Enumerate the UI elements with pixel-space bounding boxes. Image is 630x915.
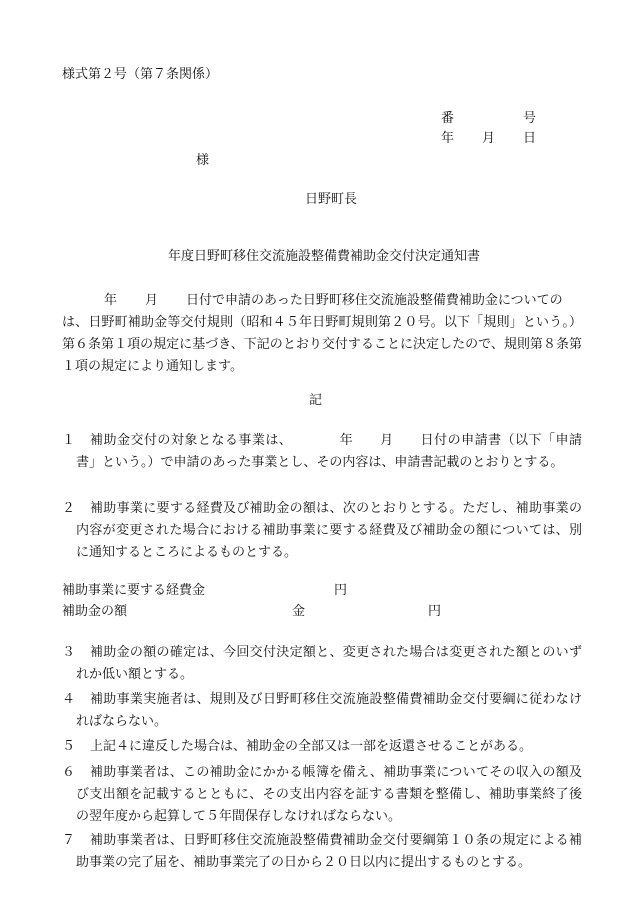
item-text: 補助金の額の確定は、今回交付決定額と、変更された場合は変更された額とのいずれか低い額とする。 (76, 645, 582, 682)
form-number: 様式第２号（第７条関係） (62, 67, 219, 82)
item-text: 上記４に違反した場合は、補助金の全部又は一部を返還させることがある。 (90, 739, 533, 754)
intro-year: 年 (104, 293, 118, 308)
item-number: ７ (62, 833, 76, 848)
intro-paragraph (62, 290, 582, 378)
grant-unit: 円 (428, 604, 442, 619)
item-text: 補助金交付の対象となる事業は、 年 月 日付の申請書（以下「申請書」という。）で申請のあった事業とし、その内容は、申請書記載のとおりとする。 (76, 433, 582, 470)
item-number: ２ (62, 501, 76, 516)
item-number: ６ (62, 765, 76, 780)
list-item-5 (62, 736, 582, 758)
doc-number-suffix: 号 (523, 111, 537, 126)
item-text: 補助事業実施者は、規則及び日野町移住交流施設整備費補助金交付要綱に従わなければならない。 (76, 692, 582, 729)
list-item-3 (62, 642, 582, 686)
intro-body: は、日野町補助金等交付規則（昭和４５年日野町規則第２０号。以下「規則」という。）第６条第１項の規定に基づき、下記のとおり交付することに決定したので、規則第８条第１項の規定により通知します。 (62, 315, 582, 374)
list-item-2 (62, 498, 582, 564)
date-day: 日 (523, 131, 537, 146)
item-number: ４ (62, 692, 76, 707)
item-number: １ (62, 433, 76, 448)
intro-line1: 日付で申請のあった日野町移住交流施設整備費補助金についての (186, 293, 563, 308)
ki-heading: 記 (309, 393, 323, 408)
list-item-1 (62, 430, 582, 474)
cost-label: 補助事業に要する経費金 (62, 583, 206, 598)
date-year: 年 (441, 131, 455, 146)
list-item-7 (62, 830, 582, 874)
grant-prefix: 金 (292, 604, 306, 619)
item-text: 補助事業者は、日野町移住交流施設整備費補助金交付要綱第１０条の規定による補助事業の完了届を、補助事業完了の日から２０日以内に提出するものとする。 (76, 833, 582, 870)
item-text: 補助事業者は、この補助金にかかる帳簿を備え、補助事業についてその収入の額及び支出額を記載するとともに、その支出内容を証する書類を整備し、補助事業終了後の翌年度から起算して５年間保存しなければならない。 (76, 765, 582, 824)
addressee-suffix: 様 (196, 153, 210, 168)
grant-label: 補助金の額 (62, 604, 128, 619)
issuer: 日野町長 (305, 192, 358, 207)
cost-unit: 円 (334, 583, 348, 598)
list-item-4 (62, 689, 582, 733)
item-number: ５ (62, 739, 76, 754)
date-month: 月 (482, 131, 496, 146)
item-number: ３ (62, 645, 76, 660)
list-item-6 (62, 762, 582, 828)
doc-number-label: 番 (441, 111, 455, 126)
document-title: 年度日野町移住交流施設整備費補助金交付決定通知書 (168, 249, 481, 264)
item-text: 補助事業に要する経費及び補助金の額は、次のとおりとする。ただし、補助事業の内容が変更された場合における補助事業に要する経費及び補助金の額については、別に通知するところによるものとする。 (76, 501, 582, 560)
intro-month: 月 (145, 293, 159, 308)
